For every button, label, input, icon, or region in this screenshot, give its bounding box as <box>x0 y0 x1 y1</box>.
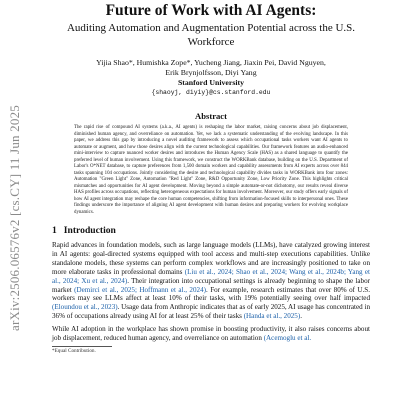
authors-line-1: Yijia Shao*, Humishka Zope*, Yucheng Jiang, Jiaxin Pei, David Nguyen, <box>96 58 326 67</box>
citation-link[interactable]: (Eloundou et al., 2023) <box>52 303 118 312</box>
abstract-text: The rapid rise of compound AI systems (a.k.a., AI agents) is reshaping the labor market, raising concerns about job displacement, diminished human agency, and overreliance on automation. Yet, we lack a systematic understanding of the evolving landscape. In this paper, we address this gap by introducing a novel auditing framework to assess which occupational tasks workers want AI agents to automate or augment, and how those desires align with the current technological capabilities. Our framework features an audio-enhanced mini-interview to capture nuanced worker desires and introduces the Human Agency Scale (HAS) as a shared language to quantify the preferred level of human involvement. Using this framework, we construct the WORKBank database, building on the U.S. Department of Labor's O*NET database, to capture preferences from 1,500 domain workers and capability assessments from AI experts across over 844 tasks spanning 104 occupations. Jointly considering the desire and technological capability divides tasks in WORKBank into four zones: Automation "Green Light" Zone, Automation "Red Light" Zone, R&D Opportunity Zone, Low Priority Zone. This highlights critical mismatches and opportunities for AI agent development. Moving beyond a simple automate-or-not dichotomy, our results reveal diverse HAS profiles across occupations, reflecting heterogeneous expectations for human involvement. Moreover, our study offers early signals of how AI agent integration may reshape the core human competencies, shifting from information-focused skills to interpersonal ones. These findings underscore the importance of aligning AI agent development with human desires and preparing workers for evolving workplace dynamics. <box>74 125 348 215</box>
intro-paragraph-2 <box>52 325 370 343</box>
intro-paragraph-1 <box>52 241 370 321</box>
intro-p2-text-a: While AI adoption in the workplace has shown promise in boosting productivity, it also raises concerns about job displacement, reduced human agency, and overreliance on automation <box>52 325 370 343</box>
intro-p1-text-c: . For example, research estimates that over 80% of U.S. workers may see LLMs affect at least 10% of their tasks, with 19% potentially seeing over half impacted <box>52 285 371 303</box>
intro-p1-text-a: Rapid advances in foundation models, such as large language models (LLMs), have catalyzed growing interest in AI agents: goal-directed systems equipped with tool access and multi-step executions capabilities. Unlike standalone models, these systems can perform complex workflows and are increasingly positioned to take on more elaborate tasks in professional domains <box>52 241 370 276</box>
intro-p1-text-b: . Their integration into occupational settings is already beginning to shape the labor market <box>52 276 371 294</box>
citation-link[interactable]: (Acemoglu et al. <box>263 334 312 343</box>
paper-title: Future of Work with AI Agents: <box>105 2 317 19</box>
arxiv-identifier-stamp <box>6 105 24 331</box>
abstract-heading: Abstract <box>195 111 227 121</box>
footnote-divider <box>52 346 112 347</box>
author-list <box>52 58 370 78</box>
citation-link[interactable]: (Handa et al., 2025) <box>243 312 301 321</box>
paper-page <box>52 0 370 354</box>
arxiv-identifier-text: arXiv:2506.06576v2 [cs.CY] 11 Jun 2025 <box>7 105 22 331</box>
footnote: *Equal Contribution. <box>52 347 96 354</box>
intro-p1-text-e: . <box>300 312 303 321</box>
citation-link[interactable]: (Demirci et al., 2025; Hoffmann et al., 2024) <box>74 285 206 294</box>
affiliation: Stanford University <box>177 78 245 87</box>
paper-subtitle: Auditing Automation and Augmentation Potential across the U.S. Workforce <box>66 22 356 48</box>
section-number: 1 <box>52 225 57 236</box>
citation-link[interactable]: (Liu et al., 2024; Shao et al., 2024; Wang et al., 2024b; Yang et al., 2024; Xu et al., 2024) <box>52 267 370 285</box>
section-heading <box>52 225 370 237</box>
intro-p1-text-d: . Usage data from Anthropic indicates that as of early 2025, AI usage has concentrated in 36% of occupations already using AI for at least 25% of their tasks <box>52 303 371 321</box>
contact-email: {shaoyj, diyiy}@cs.stanford.edu <box>151 89 271 96</box>
section-title: Introduction <box>63 225 116 236</box>
authors-line-2: Erik Brynjolfsson, Diyi Yang <box>165 68 257 77</box>
